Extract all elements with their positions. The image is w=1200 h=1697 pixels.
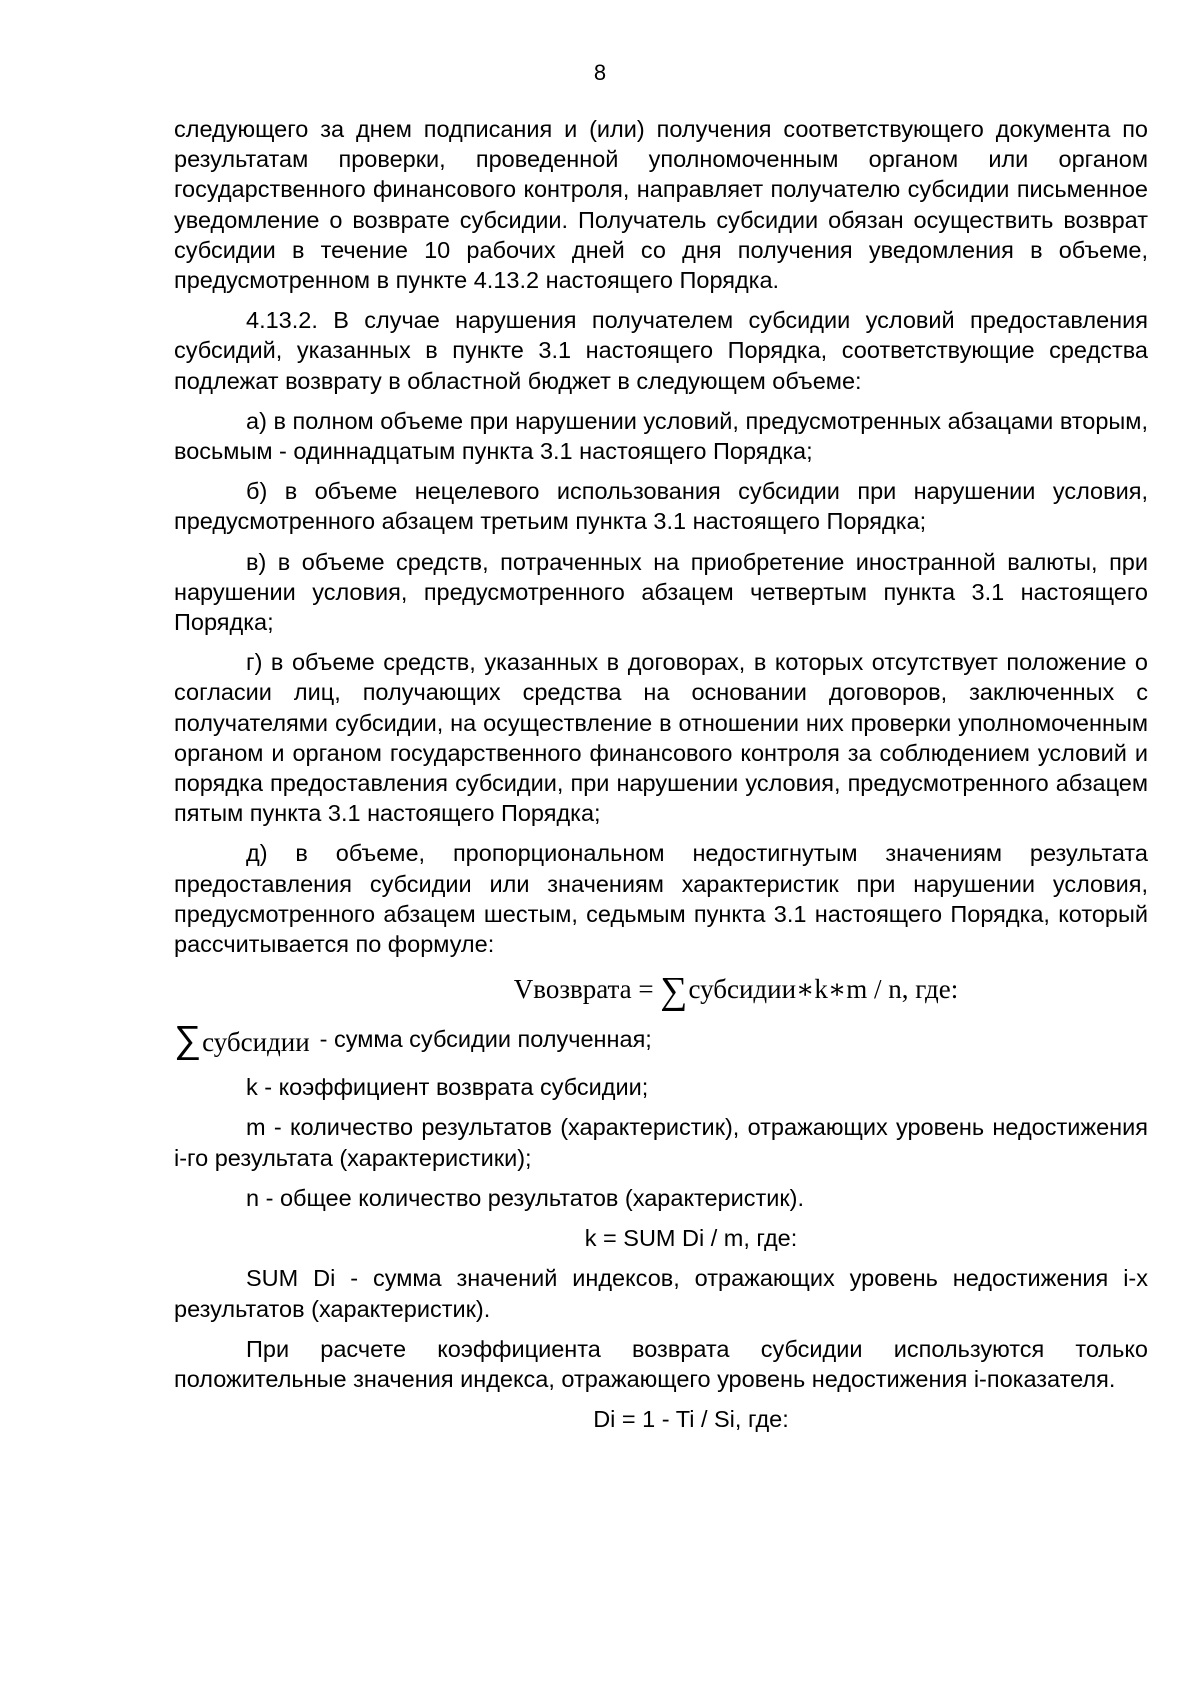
sigma-symbol: ∑ — [174, 1019, 202, 1062]
paragraph: д) в объеме, пропорциональном недостигнутым значениям результата предоставления субсидии или значениям характеристик при нарушении условия, предусмотренного абзацем шестым, седьмым пункта 3.1 настоящего Порядка, который рассчитывается по формуле: — [174, 840, 1148, 958]
paragraph: а) в полном объеме при нарушении условий, предусмотренных абзацами вторым, восьмым - одиннадцатым пункта 3.1 настоящего Порядка; — [174, 407, 1148, 465]
formula-right: субсидии∗k∗m / n, где: — [688, 974, 959, 1005]
sigma-symbol: ∑ — [660, 970, 688, 1013]
sigma-definition — [174, 1019, 1148, 1062]
page-number: 8 — [593, 60, 607, 85]
sigma-description: - сумма субсидии полученная; — [319, 1026, 652, 1053]
paragraph: следующего за днем подписания и (или) получения соответствующего документа по результатам проверки, проведенной уполномоченным органом или органом государственного финансового контроля, направляет получателю субсидии письменное уведомление о возврате субсидии. Получатель субсидии обязан осуществить возврат субсидии в течение 10 рабочих дней со дня получения уведомления в объеме, предусмотренном в пункте 4.13.2 настоящего Порядка. — [174, 116, 1148, 294]
paragraph: 4.13.2. В случае нарушения получателем субсидии условий предоставления субсидий, указанных в пункте 3.1 настоящего Порядка, соответствующие средства подлежат возврату в областной бюджет в следующем объеме: — [174, 307, 1148, 394]
paragraph: n - общее количество результатов (характеристик). — [246, 1184, 805, 1211]
paragraph: m - количество результатов (характеристик), отражающих уровень недостижения i-го результата (характеристики); — [174, 1114, 1148, 1171]
paragraph: б) в объеме нецелевого использования субсидии при нарушении условия, предусмотренного абзацем третьим пункта 3.1 настоящего Порядка; — [174, 478, 1148, 535]
volume-formula — [174, 969, 1148, 1011]
formula-left: Vвозврата = — [513, 974, 661, 1005]
k-formula: k = SUM Di / m, где: — [584, 1225, 798, 1252]
paragraph: в) в объеме средств, потраченных на приобретение иностранной валюты, при нарушении условия, предусмотренного абзацем четвертым пункта 3.1 настоящего Порядка; — [174, 548, 1148, 636]
sigma-term: субсидии — [202, 1027, 310, 1058]
paragraph: SUM Di - сумма значений индексов, отражающих уровень недостижения i-х результатов (характеристик). — [174, 1265, 1148, 1322]
paragraph: г) в объеме средств, указанных в договорах, в которых отсутствует положение о согласии лиц, получающих средства на основании договоров, заключенных с получателями субсидии, на осуществление в отношении них проверки уполномоченным органом и органом государственного финансового контроля за соблюдением условий и порядка предоставления субсидии, при нарушении условия, предусмотренного абзацем пятым пункта 3.1 настоящего Порядка; — [174, 649, 1148, 827]
document-body — [174, 114, 1148, 1444]
d-formula: Di = 1 - Ti / Si, где: — [593, 1406, 789, 1433]
paragraph: При расчете коэффициента возврата субсидии используются только положительные значения индекса, отражающего уровень недостижения i-показателя. — [174, 1335, 1148, 1392]
paragraph: k - коэффициент возврата субсидии; — [246, 1074, 649, 1101]
